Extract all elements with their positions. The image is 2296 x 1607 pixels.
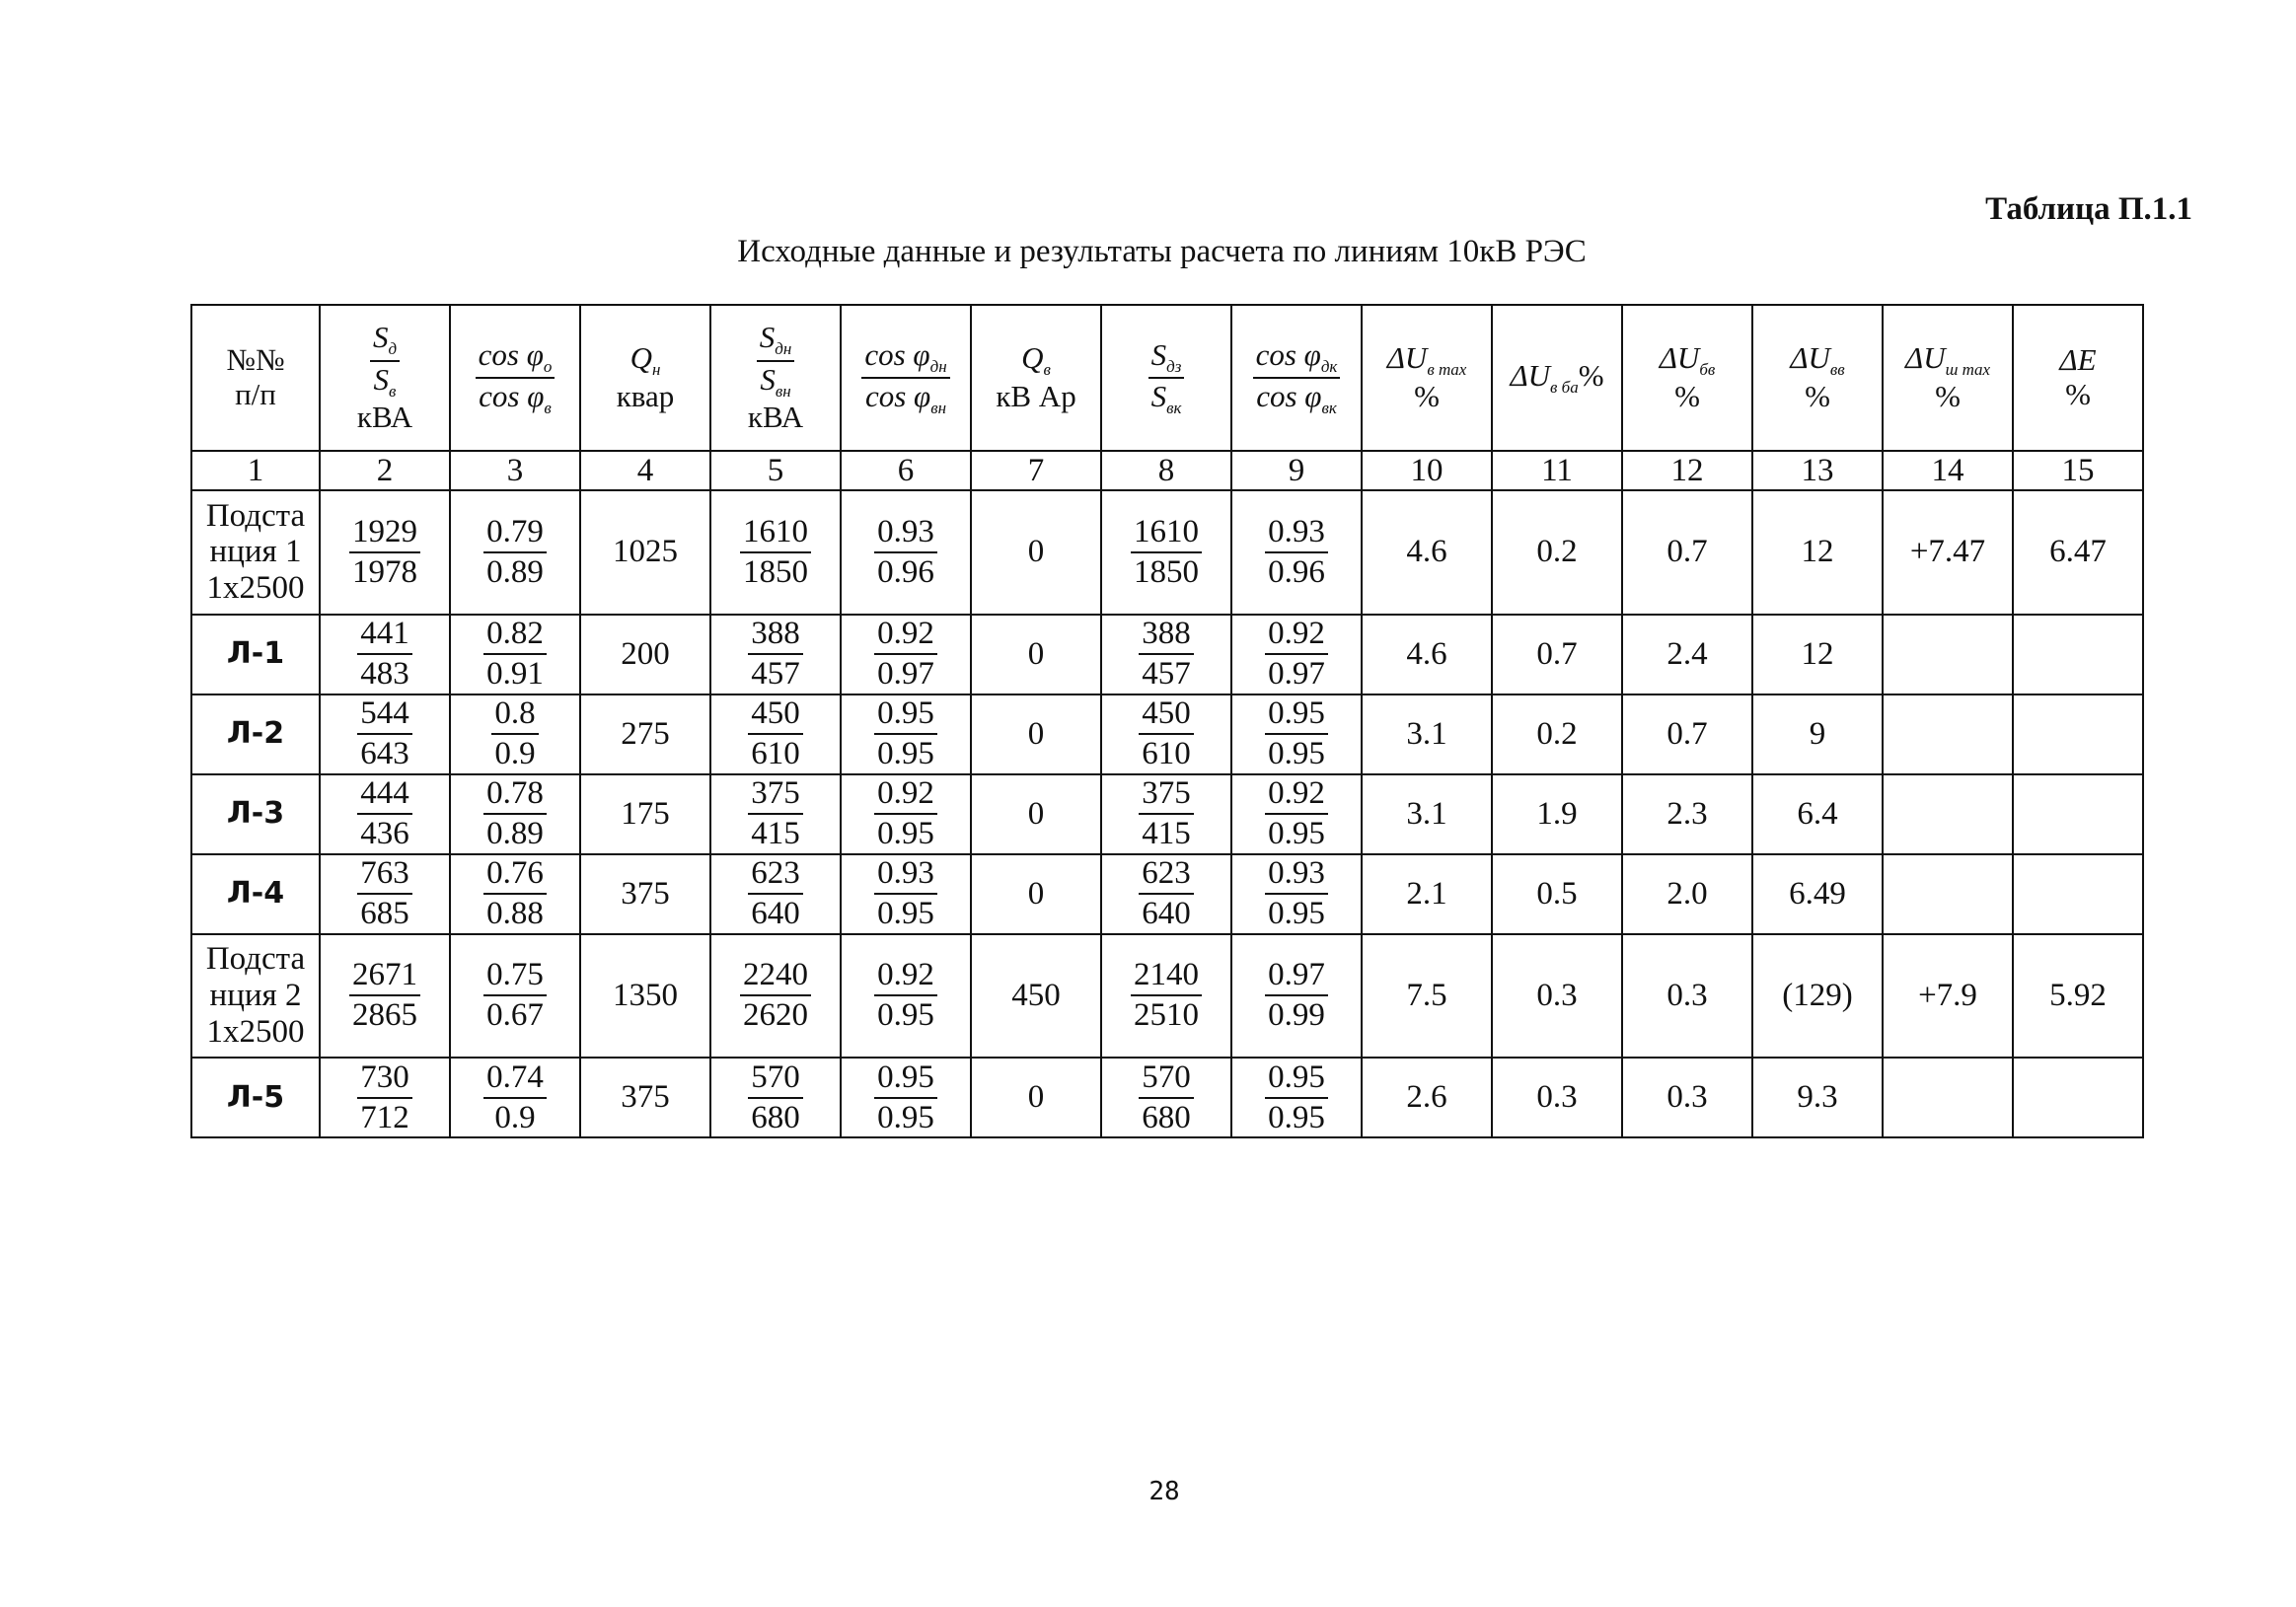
cell-du-sh: [1883, 1058, 2013, 1137]
cell-du-ba: 0.3: [1492, 1058, 1622, 1137]
header-cos-design-fraction: $\frac{\cos \varphi_о}{\cos \varphi_в}$: [476, 338, 555, 417]
cell-cosn: $\frac{0.93}{0.96}$: [841, 490, 971, 614]
row-name: Подста нция 1 1х2500: [191, 490, 320, 614]
cell-qn: 175: [580, 774, 710, 854]
cell-sk: $\frac{388}{457}$: [1101, 615, 1231, 694]
cell-du-max: 2.1: [1362, 854, 1492, 934]
cell-du-sh: +7.9: [1883, 934, 2013, 1058]
cell-du-ba: 0.3: [1492, 934, 1622, 1058]
cell-de: [2013, 774, 2143, 854]
column-number: 3: [450, 451, 580, 490]
column-number: 6: [841, 451, 971, 490]
header-row: [191, 305, 2143, 451]
table-row: [191, 854, 2143, 934]
header-du-sh: $\Delta U_{ш max}$ %: [1883, 305, 2013, 451]
cell-qv: 0: [971, 774, 1101, 854]
cell-du-ba: 0.5: [1492, 854, 1622, 934]
cell-du-max: 7.5: [1362, 934, 1492, 1058]
cell-du-bv: 0.3: [1622, 934, 1752, 1058]
row-name: Л-1: [191, 615, 320, 694]
header-number-line2: п/п: [235, 376, 276, 411]
header-qn-unit: квар: [616, 378, 675, 413]
table-row: [191, 615, 2143, 694]
cell-du-max: 2.6: [1362, 1058, 1492, 1137]
header-qn: $Q_н$ квар: [580, 305, 710, 451]
cell-du-sh: [1883, 774, 2013, 854]
cell-du-ba: 0.2: [1492, 694, 1622, 774]
cell-du-ba: 0.2: [1492, 490, 1622, 614]
header-du-vv: $\Delta U_{вв}$ %: [1752, 305, 1883, 451]
cell-cosn: $\frac{0.95}{0.95}$: [841, 694, 971, 774]
table-row: [191, 1058, 2143, 1137]
header-s-design-unit: кВА: [356, 399, 413, 434]
cell-cosn: $\frac{0.92}{0.97}$: [841, 615, 971, 694]
header-du-vv-unit: %: [1805, 378, 1830, 413]
row-name: Л-3: [191, 774, 320, 854]
cell-s: $\frac{2671}{2865}$: [320, 934, 450, 1058]
cell-du-vv: (129): [1752, 934, 1883, 1058]
cell-du-max: 3.1: [1362, 694, 1492, 774]
cell-qv: 0: [971, 694, 1101, 774]
cell-cosn: $\frac{0.92}{0.95}$: [841, 774, 971, 854]
table-caption: Исходные данные и результаты расчета по линиям 10кВ РЭС: [737, 234, 1587, 269]
cell-du-bv: 0.7: [1622, 490, 1752, 614]
cell-du-ba: 0.7: [1492, 615, 1622, 694]
cell-cosk: $\frac{0.95}{0.95}$: [1231, 694, 1362, 774]
cell-de: [2013, 694, 2143, 774]
cell-sk: $\frac{2140}{2510}$: [1101, 934, 1231, 1058]
data-table: [190, 304, 2144, 1138]
header-cos-design: [450, 305, 580, 451]
column-number: 14: [1883, 451, 2013, 490]
header-s-comp: [1101, 305, 1231, 451]
cell-du-vv: 6.49: [1752, 854, 1883, 934]
cell-de: 6.47: [2013, 490, 2143, 614]
header-du-max: $\Delta U_{в max}$ %: [1362, 305, 1492, 451]
cell-qv: 0: [971, 854, 1101, 934]
cell-sn: $\frac{450}{610}$: [710, 694, 841, 774]
cell-s: $\frac{441}{483}$: [320, 615, 450, 694]
cell-du-bv: 0.3: [1622, 1058, 1752, 1137]
cell-sn: $\frac{1610}{1850}$: [710, 490, 841, 614]
header-number: [191, 305, 320, 451]
cell-cos: $\frac{0.76}{0.88}$: [450, 854, 580, 934]
header-number-line1: №№: [226, 342, 285, 378]
header-s-comp-fraction: $\frac{S_{дз}}{S_{вк}}$: [1148, 338, 1185, 417]
cell-cos: $\frac{0.74}{0.9}$: [450, 1058, 580, 1137]
cell-de: [2013, 854, 2143, 934]
cell-du-max: 4.6: [1362, 490, 1492, 614]
cell-du-max: 3.1: [1362, 774, 1492, 854]
header-s-design: [320, 305, 450, 451]
cell-qn: 375: [580, 854, 710, 934]
cell-de: 5.92: [2013, 934, 2143, 1058]
column-number: 11: [1492, 451, 1622, 490]
cell-s: $\frac{1929}{1978}$: [320, 490, 450, 614]
column-number: 13: [1752, 451, 1883, 490]
cell-cos: $\frac{0.82}{0.91}$: [450, 615, 580, 694]
column-number-row: [191, 451, 2143, 490]
header-cos-comp-fraction: $\frac{\cos \varphi_{дк}}{\cos \varphi_{вк}}$: [1253, 338, 1341, 417]
cell-qv: 0: [971, 490, 1101, 614]
cell-qn: 375: [580, 1058, 710, 1137]
cell-du-max: 4.6: [1362, 615, 1492, 694]
cell-sn: $\frac{570}{680}$: [710, 1058, 841, 1137]
cell-cosk: $\frac{0.93}{0.95}$: [1231, 854, 1362, 934]
cell-du-vv: 6.4: [1752, 774, 1883, 854]
header-de: ΔE %: [2013, 305, 2143, 451]
column-number: 7: [971, 451, 1101, 490]
column-number: 8: [1101, 451, 1231, 490]
header-s-design-fraction: $\frac{S_д}{S_в}$: [370, 321, 400, 400]
cell-qv: 450: [971, 934, 1101, 1058]
cell-qn: 200: [580, 615, 710, 694]
cell-du-bv: 2.4: [1622, 615, 1752, 694]
cell-cos: $\frac{0.79}{0.89}$: [450, 490, 580, 614]
header-du-bv: $\Delta U_{бв}$ %: [1622, 305, 1752, 451]
header-s-normal-fraction: $\frac{S_{дн}}{S_{вн}}$: [757, 321, 795, 400]
cell-cosn: $\frac{0.92}{0.95}$: [841, 934, 971, 1058]
cell-cos: $\frac{0.8}{0.9}$: [450, 694, 580, 774]
header-s-normal: [710, 305, 841, 451]
cell-cosn: $\frac{0.93}{0.95}$: [841, 854, 971, 934]
page-number: 28: [1148, 1477, 1180, 1506]
cell-du-bv: 2.3: [1622, 774, 1752, 854]
table-row: [191, 694, 2143, 774]
header-du-ba: $\Delta U_{в ба}\%$: [1492, 305, 1622, 451]
column-number: 10: [1362, 451, 1492, 490]
row-name: Л-5: [191, 1058, 320, 1137]
cell-sk: $\frac{375}{415}$: [1101, 774, 1231, 854]
header-du-sh-unit: %: [1935, 378, 1961, 413]
cell-sn: $\frac{2240}{2620}$: [710, 934, 841, 1058]
header-s-normal-unit: кВА: [747, 399, 804, 434]
cell-sk: $\frac{1610}{1850}$: [1101, 490, 1231, 614]
cell-de: [2013, 1058, 2143, 1137]
column-number: 5: [710, 451, 841, 490]
cell-cos: $\frac{0.78}{0.89}$: [450, 774, 580, 854]
cell-du-vv: 9: [1752, 694, 1883, 774]
row-name: Подста нция 2 1х2500: [191, 934, 320, 1058]
cell-s: $\frac{544}{643}$: [320, 694, 450, 774]
column-number: 9: [1231, 451, 1362, 490]
header-du-bv-unit: %: [1674, 378, 1700, 413]
cell-du-vv: 12: [1752, 615, 1883, 694]
cell-sn: $\frac{375}{415}$: [710, 774, 841, 854]
column-number: 12: [1622, 451, 1752, 490]
table-row: [191, 774, 2143, 854]
header-cos-normal-fraction: $\frac{\cos \varphi_{дн}}{\cos \varphi_{вн}}$: [861, 338, 949, 417]
column-number: 1: [191, 451, 320, 490]
cell-sk: $\frac{450}{610}$: [1101, 694, 1231, 774]
cell-cosk: $\frac{0.93}{0.96}$: [1231, 490, 1362, 614]
cell-du-bv: 2.0: [1622, 854, 1752, 934]
header-qv: $Q_в$ кВ Ар: [971, 305, 1101, 451]
header-qv-unit: кВ Ар: [996, 378, 1076, 413]
cell-sk: $\frac{570}{680}$: [1101, 1058, 1231, 1137]
header-du-max-unit: %: [1414, 378, 1440, 413]
cell-qn: 1350: [580, 934, 710, 1058]
header-cos-comp: [1231, 305, 1362, 451]
row-name: Л-2: [191, 694, 320, 774]
cell-qv: 0: [971, 615, 1101, 694]
cell-s: $\frac{763}{685}$: [320, 854, 450, 934]
cell-cosn: $\frac{0.95}{0.95}$: [841, 1058, 971, 1137]
cell-sn: $\frac{388}{457}$: [710, 615, 841, 694]
column-number: 2: [320, 451, 450, 490]
cell-s: $\frac{444}{436}$: [320, 774, 450, 854]
cell-sn: $\frac{623}{640}$: [710, 854, 841, 934]
table-row: [191, 490, 2143, 614]
header-de-unit: %: [2065, 376, 2091, 411]
cell-du-sh: +7.47: [1883, 490, 2013, 614]
cell-qn: 275: [580, 694, 710, 774]
cell-cosk: $\frac{0.92}{0.95}$: [1231, 774, 1362, 854]
cell-du-sh: [1883, 854, 2013, 934]
column-number: 15: [2013, 451, 2143, 490]
cell-du-ba: 1.9: [1492, 774, 1622, 854]
cell-s: $\frac{730}{712}$: [320, 1058, 450, 1137]
column-number: 4: [580, 451, 710, 490]
row-name: Л-4: [191, 854, 320, 934]
header-cos-normal: [841, 305, 971, 451]
cell-cosk: $\frac{0.95}{0.95}$: [1231, 1058, 1362, 1137]
cell-du-vv: 12: [1752, 490, 1883, 614]
cell-qv: 0: [971, 1058, 1101, 1137]
cell-du-bv: 0.7: [1622, 694, 1752, 774]
cell-cosk: $\frac{0.92}{0.97}$: [1231, 615, 1362, 694]
table-row: [191, 934, 2143, 1058]
cell-du-sh: [1883, 615, 2013, 694]
cell-sk: $\frac{623}{640}$: [1101, 854, 1231, 934]
cell-cosk: $\frac{0.97}{0.99}$: [1231, 934, 1362, 1058]
cell-du-sh: [1883, 694, 2013, 774]
cell-cos: $\frac{0.75}{0.67}$: [450, 934, 580, 1058]
header-du-ba-unit: %: [1578, 357, 1604, 393]
table-label: Таблица П.1.1: [1985, 191, 2192, 227]
cell-de: [2013, 615, 2143, 694]
cell-du-vv: 9.3: [1752, 1058, 1883, 1137]
cell-qn: 1025: [580, 490, 710, 614]
